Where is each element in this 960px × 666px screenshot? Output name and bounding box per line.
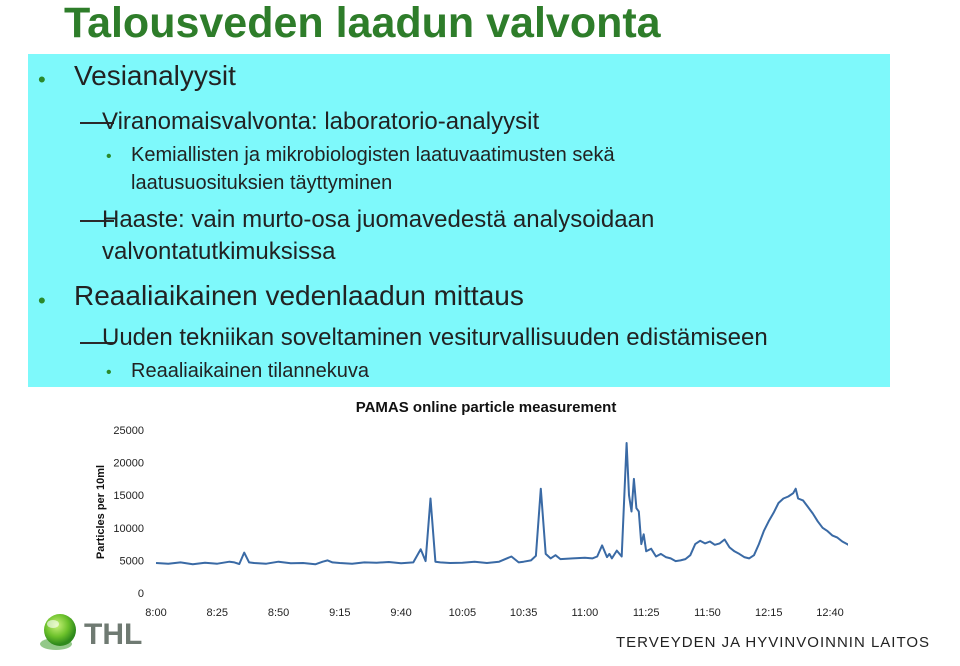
bullet-marker: • [38,67,46,92]
x-tick-label: 12:40 [816,607,844,619]
x-tick-label: 10:05 [448,607,477,619]
bullet-uuden-tekniikan: Uuden tekniikan soveltaminen vesiturvallisuuden edistämiseen [102,324,768,351]
x-tick-label: 8:00 [145,607,167,619]
x-tick-label: 8:50 [267,607,290,619]
organization-name: TERVEYDEN JA HYVINVOINNIN LAITOS [616,634,931,651]
x-tick-label: 9:40 [390,607,412,619]
y-ticks [113,425,144,600]
x-tick-label: 10:35 [509,607,538,619]
logo-globe-icon [44,614,76,646]
x-tick-label: 12:15 [754,607,783,619]
bullet-valvontatutkimuksissa: valvontatutkimuksissa [102,238,336,265]
x-ticks [145,607,843,619]
y-tick-label: 20000 [113,457,144,470]
y-tick-label: 15000 [113,490,144,503]
logo-text: THL [84,618,143,651]
bullet-marker: • [106,364,112,381]
bullet-reaaliaikainen-mittaus: Reaaliaikainen vedenlaadun mittaus [74,280,524,311]
particle-chart [88,390,848,622]
content-panel [28,54,890,387]
bullet-laatusuosituksien: laatusuosituksien täyttyminen [131,172,393,194]
chart-title: PAMAS online particle measurement [355,399,617,416]
x-tick-label: 8:25 [206,607,228,619]
bullet-marker: • [106,148,112,165]
x-tick-label: 11:00 [571,607,599,619]
x-tick-label: 11:50 [694,607,721,619]
slide-title: Talousveden laadun valvonta [64,0,661,47]
bullet-marker: • [38,288,46,313]
y-tick-label: 10000 [113,522,144,535]
y-tick-label: 0 [137,588,144,600]
x-tick-label: 9:15 [329,607,351,619]
bullet-vesianalyysit: Vesianalyysit [74,60,236,91]
bullet-tilannekuva: Reaaliaikainen tilannekuva [131,360,369,382]
logo-highlight [47,620,59,628]
x-tick-label: 11:25 [632,607,660,619]
bullet-kemiallisten: Kemiallisten ja mikrobiologisten laatuvaatimusten sekä [131,144,615,166]
y-tick-label: 5000 [119,555,144,568]
thl-logo [34,608,174,656]
bullet-haaste: Haaste: vain murto-osa juomavedestä analysoidaan [102,206,655,233]
y-axis-label: Particles per 10ml [95,464,107,560]
series-line [156,443,848,564]
y-tick-label: 25000 [113,425,144,437]
bullet-viranomaisvalvonta: Viranomaisvalvonta: laboratorio-analyysit [102,108,540,135]
